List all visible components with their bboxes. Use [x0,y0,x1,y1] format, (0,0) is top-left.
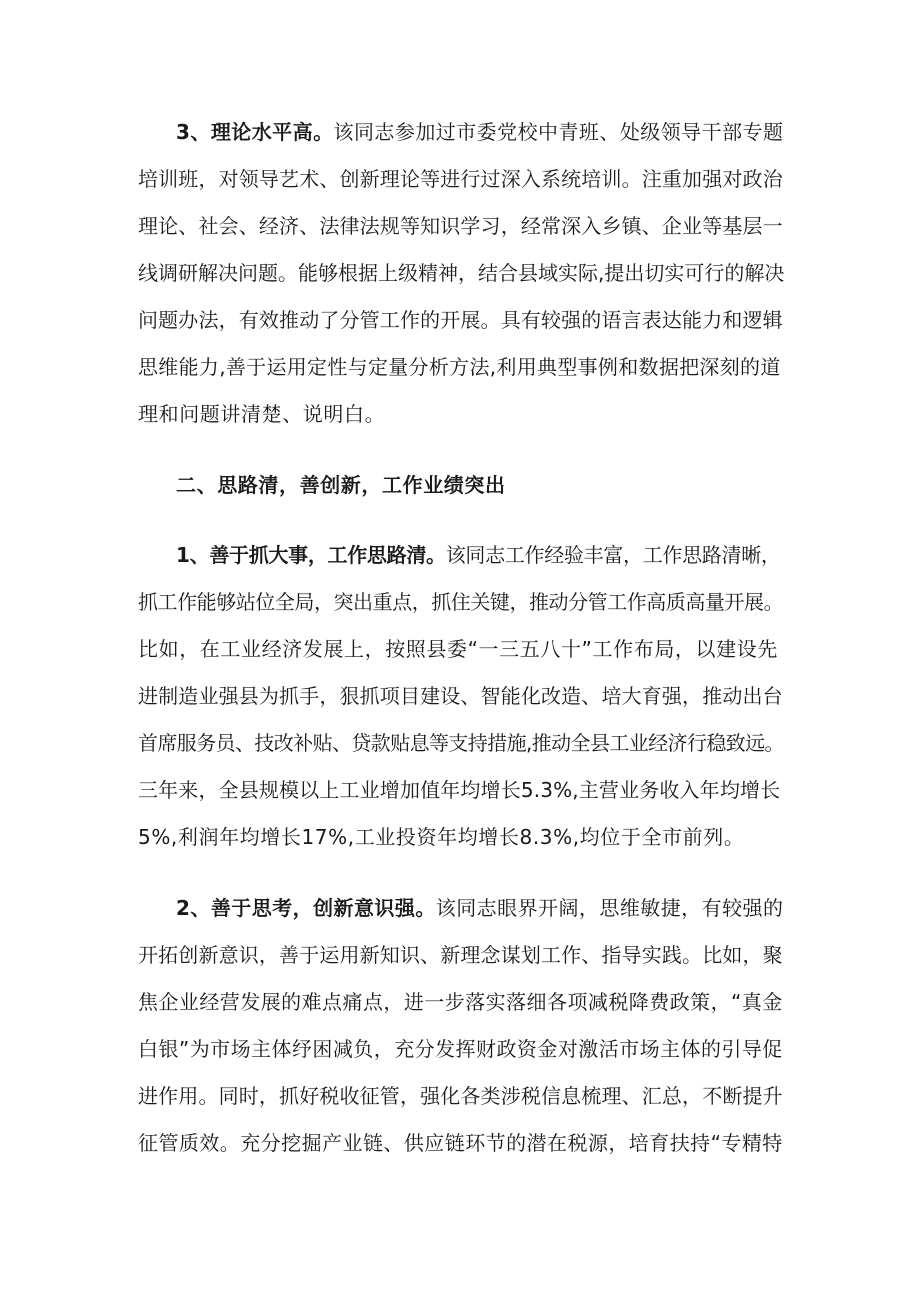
section-heading: 二、思路清，善创新，工作业绩突出 [176,473,506,497]
paragraph-line: 问题办法，有效推动了分管工作的开展。具有较强的语言表达能力和逻辑 [138,308,783,332]
paragraph-line [176,118,783,146]
paragraph-text: 该同志眼界开阔，思维敏捷，有较强的 [435,896,784,920]
paragraph-line: 比如，在工业经济发展上，按照县委“一三五八十”工作布局，以建设先 [138,637,778,661]
paragraph-line [176,541,781,569]
item-heading: 3、理论水平高。 [176,120,334,144]
paragraph-line: 开拓创新意识，善于运用新知识、新理念谋划工作、指导实践。比如，聚 [138,943,783,967]
item-heading: 2、善于思考，创新意识强。 [176,896,436,920]
paragraph-line: 白银”为市场主体纾困减负，充分发挥财政资金对激活市场主体的引导促 [138,1037,783,1061]
paragraph-line: 理和问题讲清楚、说明白。 [138,402,386,426]
paragraph-line: 进作用。同时，抓好税收征管，强化各类涉税信息梳理、汇总，不断提升 [138,1084,783,1108]
paragraph-line: 三年来，全县规模以上工业增加值年均增长5.3%,主营业务收入年均增长 [138,778,781,802]
paragraph-text: 该同志参加过市委党校中青班、处级领导干部专题 [333,120,784,144]
paragraph-line: 线调研解决问题。能够根据上级精神，结合县域实际,提出切实可行的解决 [138,261,785,285]
paragraph-line: 思维能力,善于运用定性与定量分析方法,利用典型事例和数据把深刻的道 [138,355,781,379]
paragraph-line: 焦企业经营发展的难点痛点，进一步落实落细各项减税降费政策，“真金 [138,990,783,1014]
paragraph-text: 该同志工作经验丰富，工作思路清晰， [445,543,781,567]
paragraph-line: 培训班，对领导艺术、创新理论等进行过深入系统培训。注重加强对政治 [138,167,783,191]
paragraph-line: 抓工作能够站位全局，突出重点，抓住关键，推动分管工作高质高量开展。 [138,590,784,614]
paragraph-line: 征管质效。充分挖掘产业链、供应链环节的潜在税源，培育扶持“专精特 [138,1131,783,1155]
paragraph-line: 5%,利润年均增长17%,工业投资年均增长8.3%,均位于全市前列。 [138,825,745,849]
paragraph-line: 进制造业强县为抓手，狠抓项目建设、智能化改造、培大育强，推动出台 [138,684,783,708]
paragraph-line: 理论、社会、经济、法律法规等知识学习，经常深入乡镇、企业等基层一 [138,214,783,238]
paragraph-line [176,894,783,922]
paragraph-line: 首席服务员、技改补贴、贷款贴息等支持措施,推动全县工业经济行稳致远。 [138,731,784,755]
item-heading: 1、善于抓大事，工作思路清。 [176,543,446,567]
